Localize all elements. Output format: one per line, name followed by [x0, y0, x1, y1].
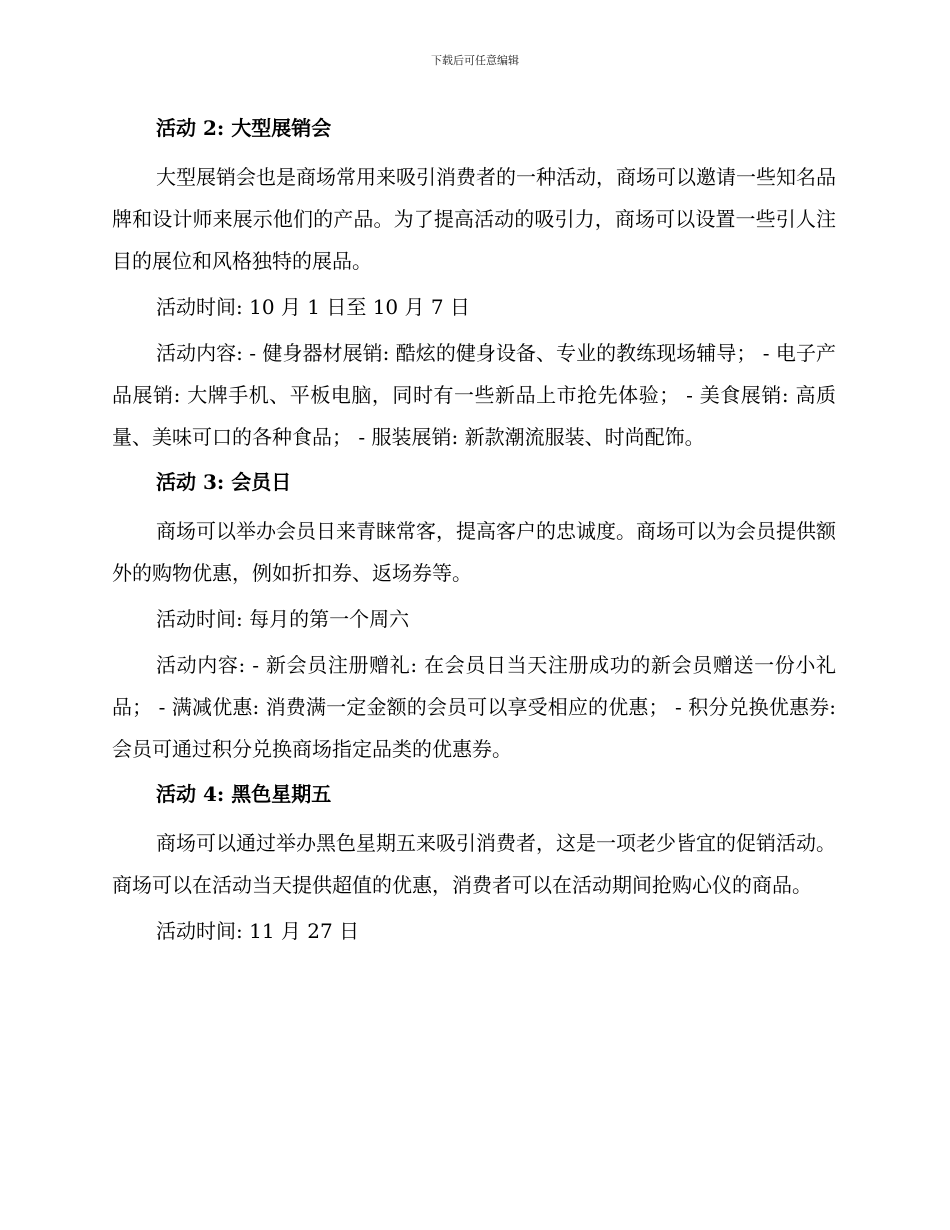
activity-time: 活动时间: 每月的第一个周六: [156, 607, 410, 631]
section-heading: 活动 2: 大型展销会: [156, 116, 332, 140]
spacer: [112, 814, 836, 822]
activity-time: 活动时间: 11 月 27 日: [156, 919, 360, 943]
section-intro: 大型展销会也是商场常用来吸引消费者的一种活动，商场可以邀请一些知名品牌和设计师来展示他们的产品。为了提高活动的吸引力，商场可以设置一些引人注目的展位和风格独特的展品。: [112, 165, 836, 273]
section-intro: 商场可以举办会员日来青睐常客，提高客户的忠诚度。商场可以为会员提供额外的购物优惠，例如折扣券、返场券等。: [112, 519, 836, 585]
section-intro: 商场可以通过举办黑色星期五来吸引消费者，这是一项老少皆宜的促销活动。商场可以在活动当天提供超值的优惠，消费者可以在活动期间抢购心仪的商品。: [112, 831, 836, 897]
activity-content: 活动内容: - 新会员注册赠礼: 在会员日当天注册成功的新会员赠送一份小礼品； - 满减优惠: 消费满一定金额的会员可以享受相应的优惠； - 积分兑换优惠券: 会员可通过积分兑换商场指定品类的优惠券。: [112, 653, 836, 761]
spacer: [112, 148, 836, 156]
spacer: [112, 502, 836, 510]
activity-content: 活动内容: - 健身器材展销: 酷炫的健身设备、专业的教练现场辅导； - 电子产品展销: 大牌手机、平板电脑，同时有一些新品上市抢先体验； - 美食展销: 高质量、美味可口的各种食品； - 服装展销: 新款潮流服装、时尚配饰。: [112, 341, 836, 449]
activity-time: 活动时间: 10 月 1 日至 10 月 7 日: [156, 295, 470, 319]
page-header: 下载后可任意编辑: [431, 54, 519, 67]
section-heading: 活动 3: 会员日: [156, 470, 292, 494]
section-heading: 活动 4: 黑色星期五: [156, 782, 332, 806]
document-body: [112, 108, 836, 952]
